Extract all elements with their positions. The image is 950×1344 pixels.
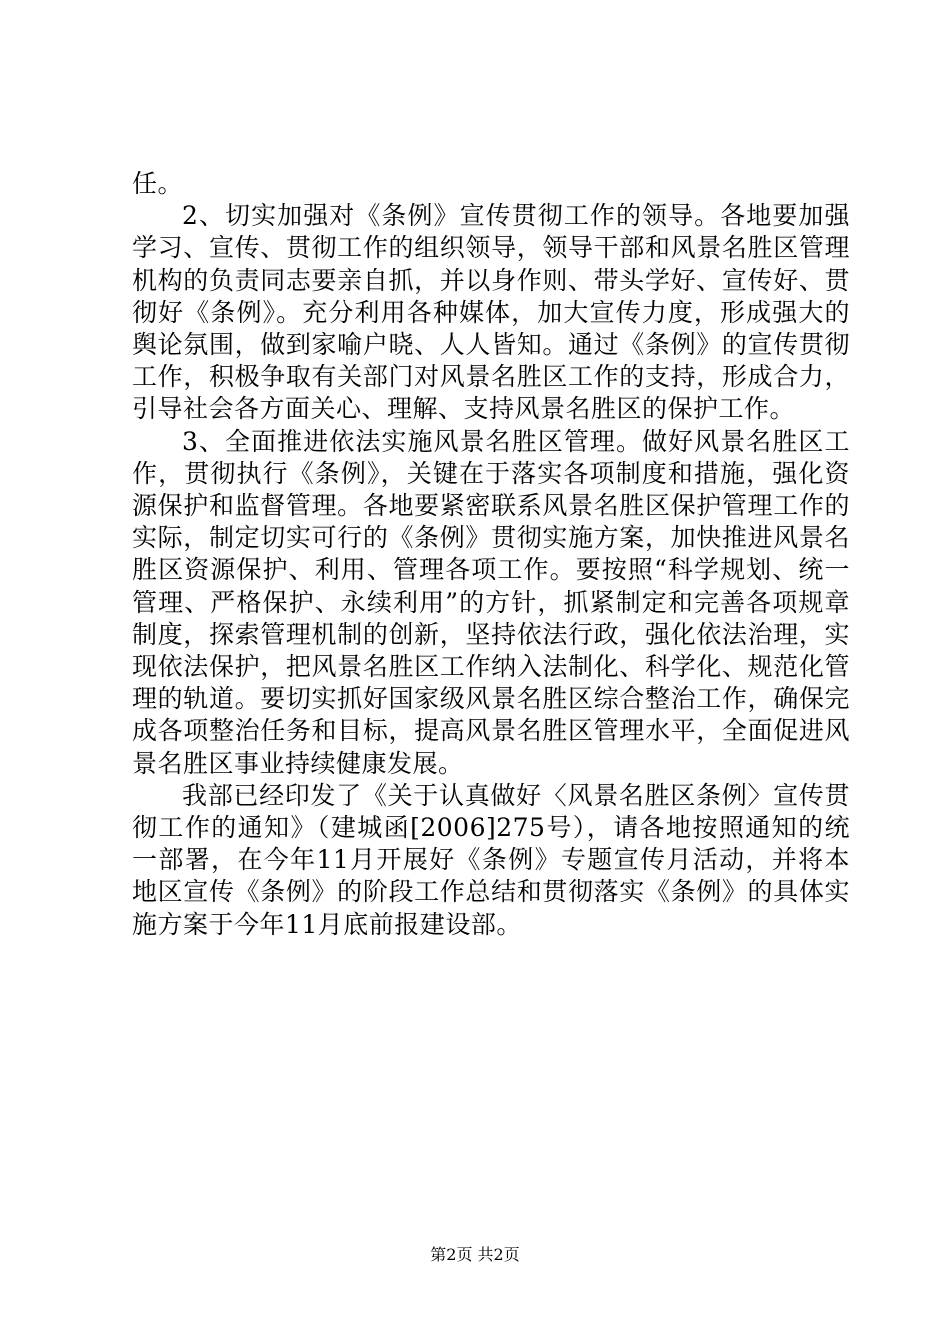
document-body bbox=[132, 168, 850, 941]
paragraph-item-2: 2、切实加强对《条例》宣传贯彻工作的领导。各地要加强学习、宣传、贯彻工作的组织领导，领导干部和风景名胜区管理机构的负责同志要亲自抓，并以身作则、带头学好、宣传好、贯彻好《条例》。充分利用各种媒体，加大宣传力度，形成强大的舆论氛围，做到家喻户晓、人人皆知。通过《条例》的宣传贯彻工作，积极争取有关部门对风景名胜区工作的支持，形成合力，引导社会各方面关心、理解、支持风景名胜区的保护工作。 bbox=[132, 201, 850, 424]
page-footer: 第2页 共2页 bbox=[430, 1245, 520, 1264]
paragraph-notice: 我部已经印发了《关于认真做好〈风景名胜区条例〉宣传贯彻工作的通知》（建城函[2006]275号），请各地按照通知的统一部署，在今年11月开展好《条例》专题宣传月活动，并将本地区宣传《条例》的阶段工作总结和贯彻落实《条例》的具体实施方案于今年11月底前报建设部。 bbox=[132, 780, 850, 939]
paragraph-item-3: 3、全面推进依法实施风景名胜区管理。做好风景名胜区工作，贯彻执行《条例》，关键在于落实各项制度和措施，强化资源保护和监督管理。各地要紧密联系风景名胜区保护管理工作的实际，制定切实可行的《条例》贯彻实施方案，加快推进风景名胜区资源保护、利用、管理各项工作。要按照“科学规划、统一管理、严格保护、永续利用”的方针，抓紧制定和完善各项规章制度，探索管理机制的创新，坚持依法行政，强化依法治理，实现依法保护，把风景名胜区工作纳入法制化、科学化、规范化管理的轨道。要切实抓好国家级风景名胜区综合整治工作，确保完成各项整治任务和目标，提高风景名胜区管理水平，全面促进风景名胜区事业持续健康发展。 bbox=[132, 426, 850, 778]
paragraph-continuation: 任。 bbox=[132, 169, 184, 198]
